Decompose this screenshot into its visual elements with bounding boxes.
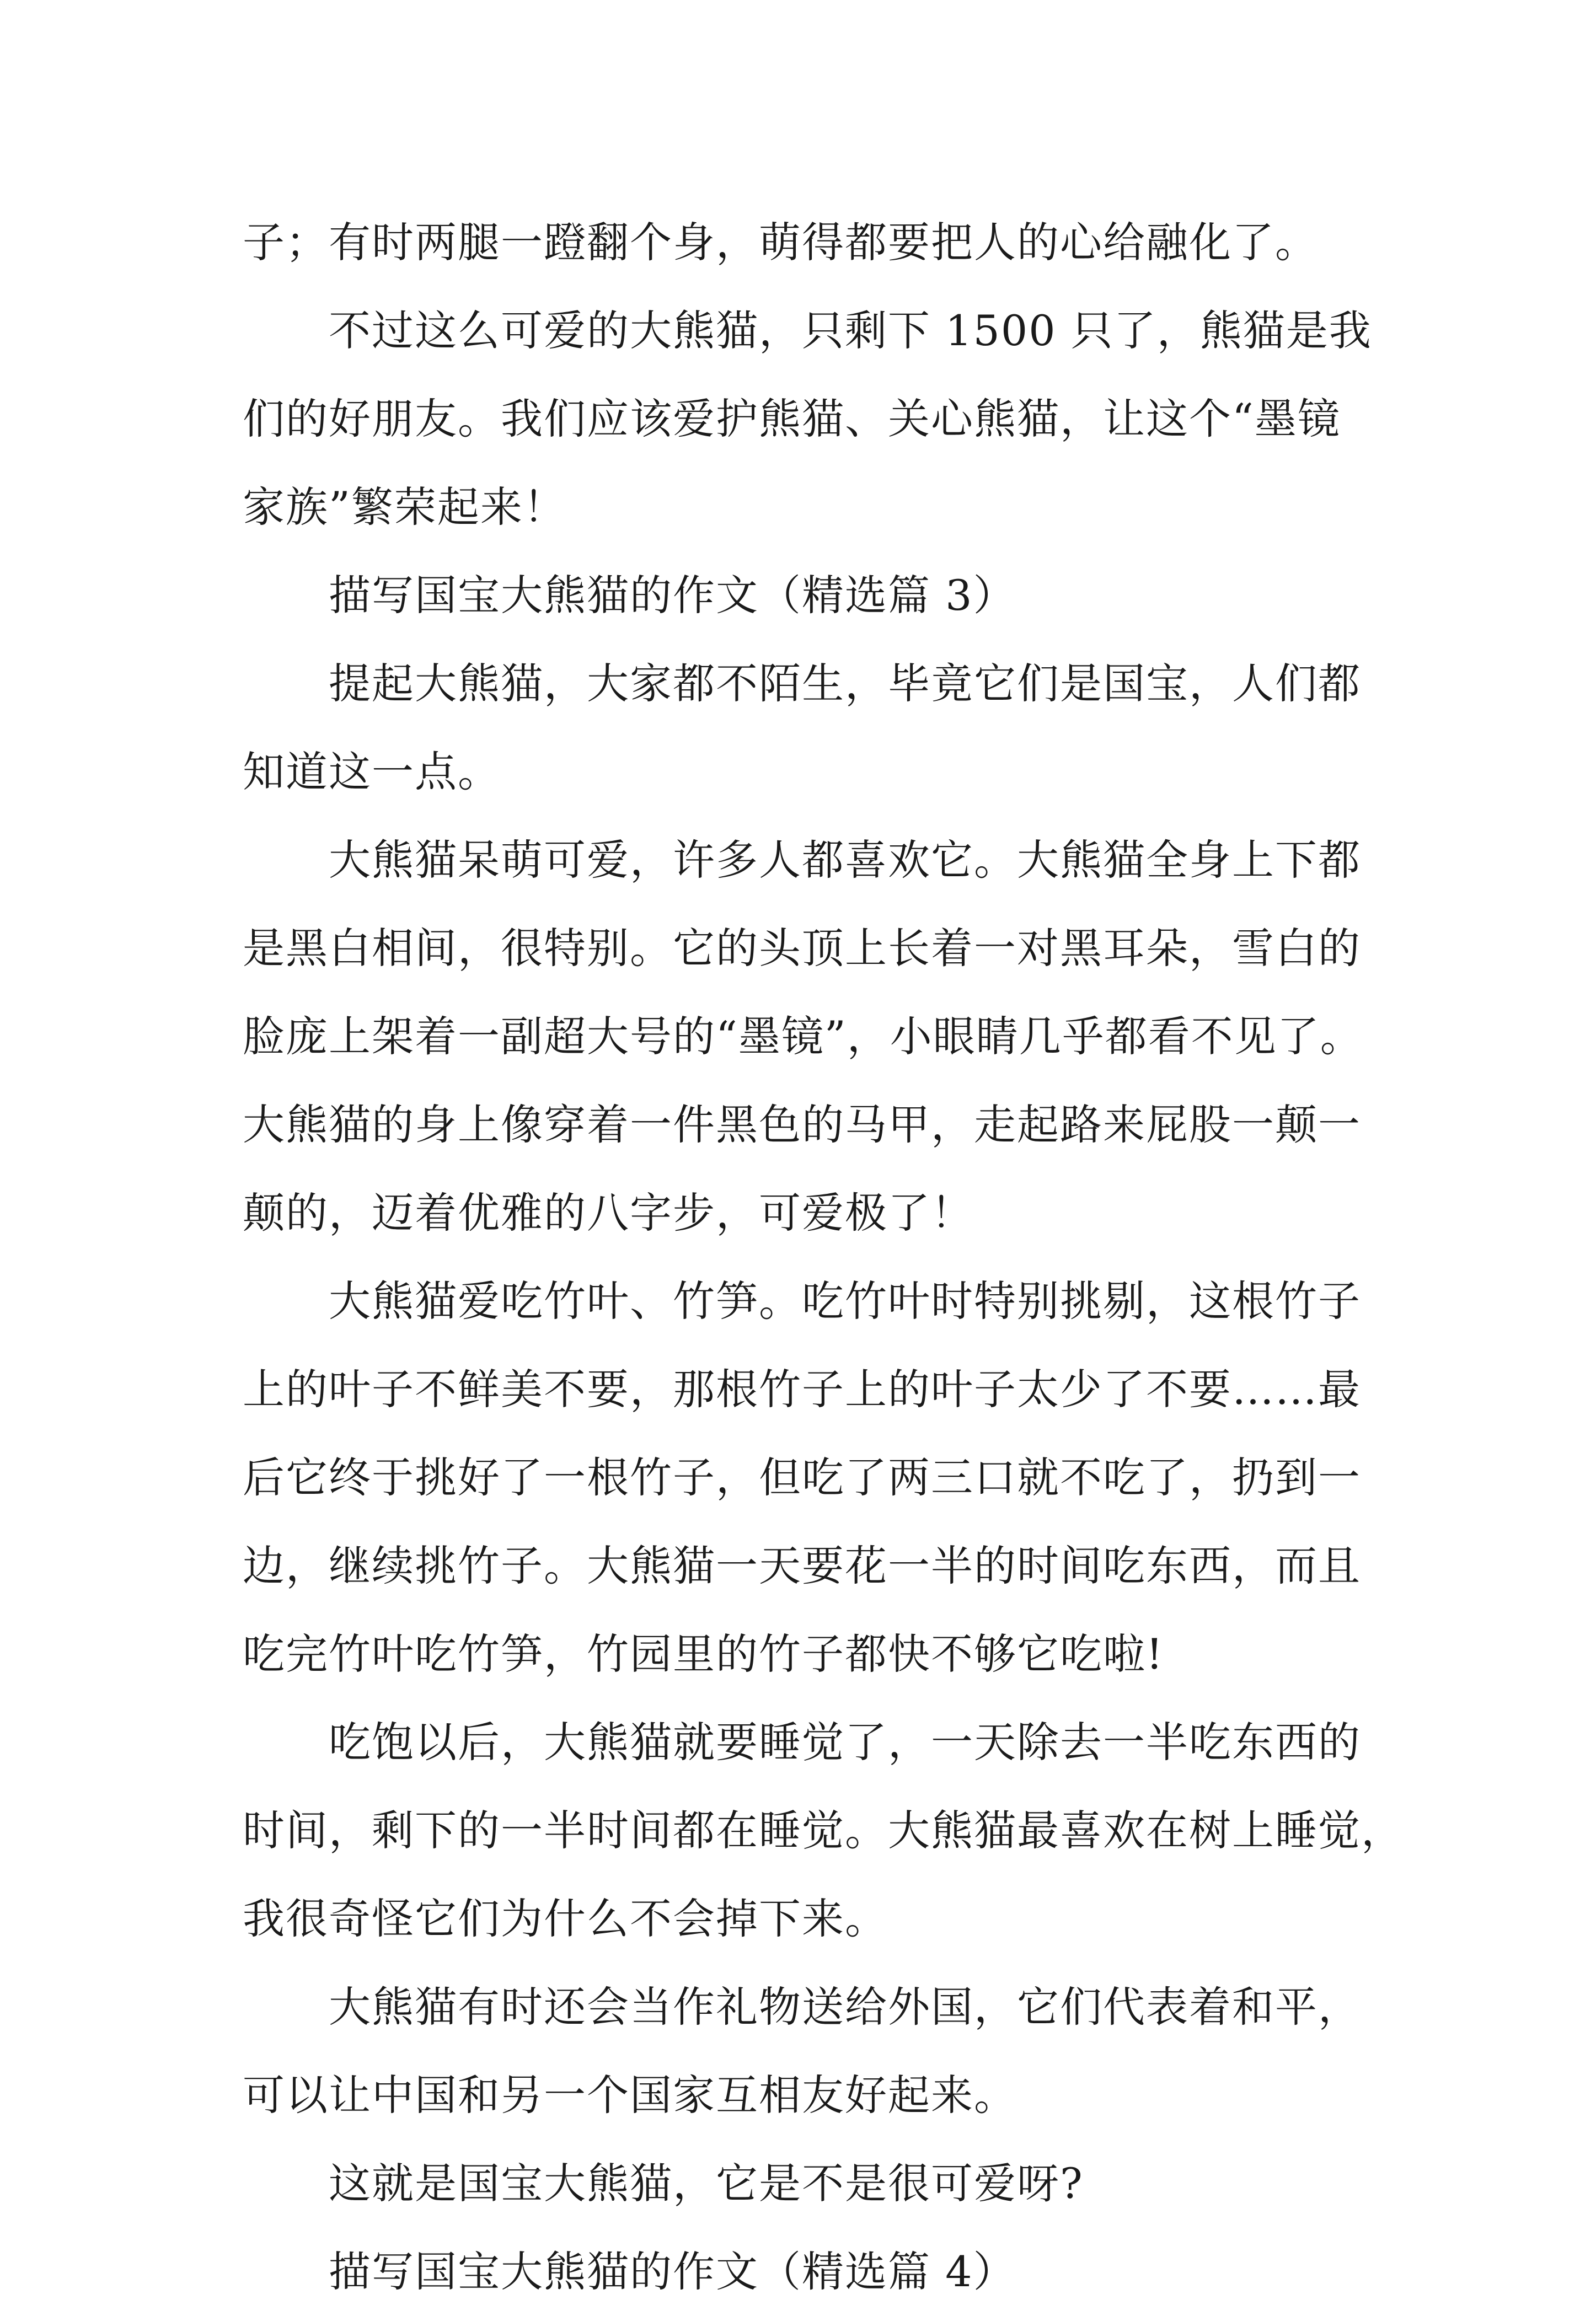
text-line: 吃饱以后，大熊猫就要睡觉了，一天除去一半吃东西的 [329, 1718, 1361, 1767]
text-line: 大熊猫有时还会当作礼物送给外国，它们代表着和平， [329, 1982, 1361, 2031]
document-body [243, 199, 1404, 2316]
text-line: 们的好朋友。我们应该爱护熊猫、关心熊猫，让这个“墨镜 [243, 394, 1341, 443]
text-line: 知道这一点。 [243, 747, 501, 796]
text-line: 时间，剩下的一半时间都在睡觉。大熊猫最喜欢在树上睡觉， [243, 1806, 1404, 1855]
text-line: 大熊猫呆萌可爱，许多人都喜欢它。大熊猫全身上下都 [329, 835, 1361, 884]
text-line: 子；有时两腿一蹬翻个身，萌得都要把人的心给融化了。 [243, 218, 1318, 267]
text-line: 可以让中国和另一个国家互相友好起来。 [243, 2071, 1017, 2120]
text-line: 大熊猫的身上像穿着一件黑色的马甲，走起路来屁股一颠一 [243, 1100, 1361, 1149]
text-line: 边，继续挑竹子。大熊猫一天要花一半的时间吃东西，而且 [243, 1541, 1361, 1590]
text-line: 后它终于挑好了一根竹子，但吃了两三口就不吃了，扔到一 [243, 1453, 1361, 1502]
section-heading: 描写国宝大熊猫的作文（精选篇 4） [329, 2247, 1016, 2296]
text-line: 我很奇怪它们为什么不会掉下来。 [243, 1894, 888, 1943]
text-line: 上的叶子不鲜美不要，那根竹子上的叶子太少了不要……最 [243, 1365, 1361, 1414]
text-line: 脸庞上架着一副超大号的“墨镜”，小眼睛几乎都看不见了。 [243, 1012, 1363, 1061]
text-line: 家族”繁荣起来！ [243, 482, 566, 532]
text-line: 吃完竹叶吃竹笋，竹园里的竹子都快不够它吃啦! [243, 1629, 1164, 1679]
text-line: 大熊猫爱吃竹叶、竹笋。吃竹叶时特别挑剔，这根竹子 [329, 1277, 1361, 1326]
section-heading: 描写国宝大熊猫的作文（精选篇 3） [329, 571, 1016, 620]
text-line: 提起大熊猫，大家都不陌生，毕竟它们是国宝，人们都 [329, 659, 1361, 708]
text-line: 这就是国宝大熊猫，它是不是很可爱呀? [329, 2159, 1084, 2208]
text-line: 颠的，迈着优雅的八字步，可爱极了！ [243, 1188, 974, 1237]
text-line: 是黑白相间，很特别。它的头顶上长着一对黑耳朵，雪白的 [243, 924, 1361, 973]
text-line: 不过这么可爱的大熊猫，只剩下 1500 只了，熊猫是我 [329, 306, 1372, 355]
